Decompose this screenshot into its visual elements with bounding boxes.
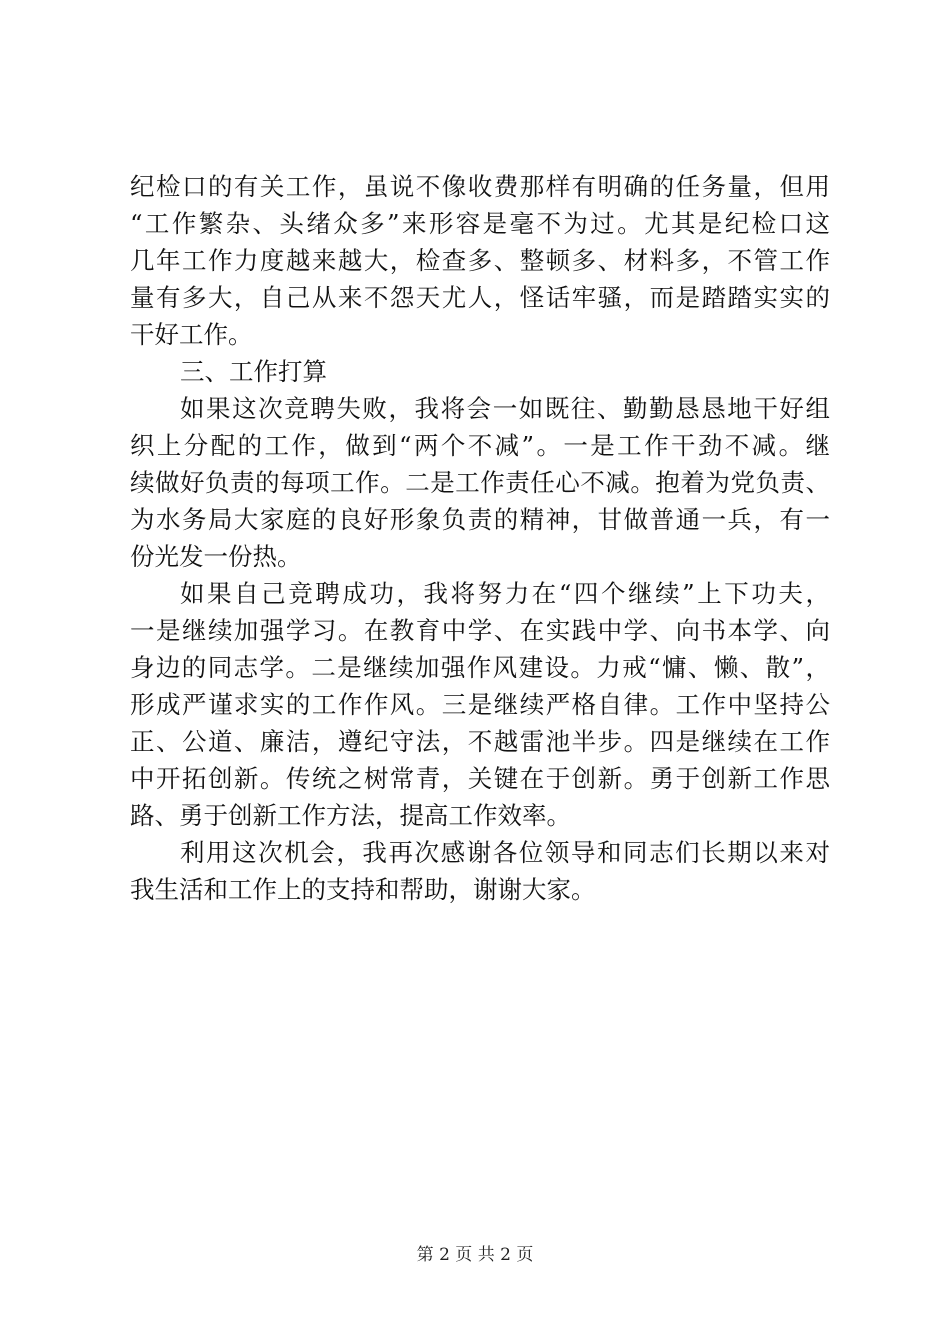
text-line: “工作繁杂、头绪众多”来形容是毫不为过。尤其是纪检口这 — [130, 209, 830, 238]
text-line: 正、公道、廉洁，遵纪守法，不越雷池半步。四是继续在工作 — [130, 727, 830, 756]
text-line: 量有多大，自己从来不怨天尤人，怪话牢骚，而是踏踏实实的 — [130, 283, 830, 312]
text-line: 干好工作。 — [130, 320, 253, 349]
text-line: 一是继续加强学习。在教育中学、在实践中学、向书本学、向 — [130, 616, 830, 645]
text-line: 路、勇于创新工作方法，提高工作效率。 — [130, 801, 571, 830]
text-line: 如果自己竞聘成功，我将努力在“四个继续”上下功夫， — [180, 579, 830, 608]
text-line: 几年工作力度越来越大，检查多、整顿多、材料多，不管工作 — [130, 246, 830, 275]
text-line: 织上分配的工作，做到“两个不减”。一是工作干劲不减。继 — [130, 431, 830, 460]
text-line: 身边的同志学。二是继续加强作风建设。力戒“慵、懒、散”， — [130, 653, 830, 682]
text-line: 利用这次机会，我再次感谢各位领导和同志们长期以来对 — [180, 838, 830, 867]
page-footer: 第 2 页 共 2 页 — [416, 1245, 534, 1265]
text-line: 为水务局大家庭的良好形象负责的精神，甘做普通一兵，有一 — [130, 505, 830, 534]
document-body — [130, 168, 830, 908]
text-line: 形成严谨求实的工作作风。三是继续严格自律。工作中坚持公 — [130, 690, 830, 719]
section-heading: 三、工作打算 — [180, 357, 327, 386]
text-line: 如果这次竞聘失败，我将会一如既往、勤勤恳恳地干好组 — [180, 394, 830, 423]
text-line: 中开拓创新。传统之树常青，关键在于创新。勇于创新工作思 — [130, 764, 830, 793]
text-line: 纪检口的有关工作，虽说不像收费那样有明确的任务量，但用 — [130, 172, 830, 201]
text-line: 我生活和工作上的支持和帮助，谢谢大家。 — [130, 875, 596, 904]
text-line: 份光发一份热。 — [130, 542, 302, 571]
text-line: 续做好负责的每项工作。二是工作责任心不减。抱着为党负责、 — [130, 468, 830, 497]
